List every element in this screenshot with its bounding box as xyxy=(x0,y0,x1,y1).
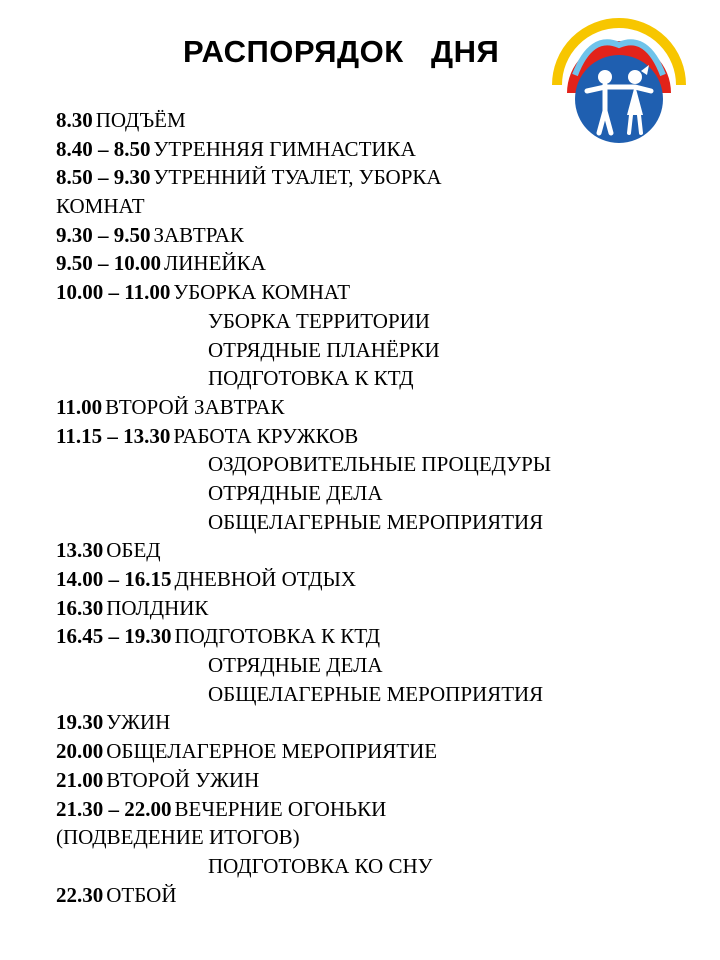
schedule-activity: ПОДГОТОВКА КО СНУ xyxy=(208,853,433,878)
schedule-activity: ВТОРОЙ ЗАВТРАК xyxy=(105,394,285,419)
schedule-row xyxy=(56,479,716,508)
schedule-activity: ЗАВТРАК xyxy=(153,222,244,247)
schedule-row xyxy=(56,708,716,737)
schedule-row xyxy=(56,823,716,852)
schedule-activity: УБОРКА ТЕРРИТОРИИ xyxy=(208,308,430,333)
schedule-time: 8.30 xyxy=(56,108,93,132)
schedule-activity: ОЗДОРОВИТЕЛЬНЫЕ ПРОЦЕДУРЫ xyxy=(208,452,552,477)
schedule-activity: УБОРКА КОМНАТ xyxy=(173,280,351,305)
schedule-activity: ПОЛДНИК xyxy=(106,595,209,620)
schedule-activity: ВЕЧЕРНИЕ ОГОНЬКИ xyxy=(174,796,387,821)
schedule-row xyxy=(56,565,716,594)
schedule-activity: КОМНАТ xyxy=(56,194,145,219)
schedule-time: 21.30 – 22.00 xyxy=(56,796,172,821)
schedule-activity: (ПОДВЕДЕНИЕ ИТОГОВ) xyxy=(56,825,300,850)
schedule-time: 20.00 xyxy=(56,739,104,764)
schedule-activity: ПОДГОТОВКА К КТД xyxy=(208,366,414,391)
schedule-activity: ДНЕВНОЙ ОТДЫХ xyxy=(174,567,357,591)
schedule-activity: ВТОРОЙ УЖИН xyxy=(106,767,260,792)
schedule-row xyxy=(56,795,716,824)
schedule-time: 21.00 xyxy=(56,767,104,792)
schedule-row xyxy=(56,680,716,709)
schedule-time: 11.15 – 13.30 xyxy=(56,423,171,448)
schedule-activity: ОБЩЕЛАГЕРНЫЕ МЕРОПРИЯТИЯ xyxy=(208,509,544,534)
schedule-list xyxy=(56,106,716,909)
schedule-activity: УТРЕННИЙ ТУАЛЕТ, УБОРКА xyxy=(153,165,442,190)
schedule-time: 16.45 – 19.30 xyxy=(56,624,172,649)
schedule-row xyxy=(56,881,716,910)
schedule-time: 10.00 – 11.00 xyxy=(56,280,171,305)
schedule-activity: ОТБОЙ xyxy=(106,882,177,907)
schedule-row xyxy=(56,852,716,881)
page-title: РАСПОРЯДОК ДНЯ xyxy=(183,34,500,69)
schedule-activity: УТРЕННЯЯ ГИМНАСТИКА xyxy=(153,136,416,161)
schedule-row xyxy=(56,450,716,479)
schedule-row xyxy=(56,278,716,307)
schedule-activity: ПОДГОТОВКА К КТД xyxy=(174,624,381,649)
schedule-activity: ПОДЪЁМ xyxy=(95,108,186,132)
schedule-row xyxy=(56,336,716,365)
schedule-time: 8.50 – 9.30 xyxy=(56,165,151,190)
schedule-time: 9.30 – 9.50 xyxy=(56,222,151,247)
schedule-row xyxy=(56,737,716,766)
schedule-row xyxy=(56,307,716,336)
schedule-time: 19.30 xyxy=(56,710,104,735)
schedule-row xyxy=(56,651,716,680)
schedule-row xyxy=(56,106,716,135)
schedule-time: 22.30 xyxy=(56,882,104,907)
schedule-activity: ОТРЯДНЫЕ ПЛАНЁРКИ xyxy=(208,337,440,362)
schedule-row xyxy=(56,766,716,795)
schedule-activity: ЛИНЕЙКА xyxy=(164,251,266,276)
schedule-row xyxy=(56,221,716,250)
schedule-time: 16.30 xyxy=(56,595,104,620)
schedule-activity: ОБЕД xyxy=(106,538,161,563)
schedule-time: 9.50 – 10.00 xyxy=(56,251,161,276)
schedule-row xyxy=(56,422,716,451)
schedule-activity: ОТРЯДНЫЕ ДЕЛА xyxy=(208,480,383,505)
schedule-activity: ОТРЯДНЫЕ ДЕЛА xyxy=(208,653,383,678)
schedule-row xyxy=(56,249,716,278)
schedule-time: 13.30 xyxy=(56,538,104,563)
schedule-time: 11.00 xyxy=(56,394,103,419)
schedule-activity: ОБЩЕЛАГЕРНОЕ МЕРОПРИЯТИЕ xyxy=(106,739,438,764)
schedule-activity: РАБОТА КРУЖКОВ xyxy=(173,423,359,448)
schedule-activity: УЖИН xyxy=(106,710,171,735)
schedule-row xyxy=(56,508,716,537)
schedule-row xyxy=(56,364,716,393)
schedule-activity: ОБЩЕЛАГЕРНЫЕ МЕРОПРИЯТИЯ xyxy=(208,681,544,706)
schedule-row xyxy=(56,622,716,651)
schedule-row xyxy=(56,393,716,422)
schedule-row xyxy=(56,163,716,192)
schedule-row xyxy=(56,536,716,565)
schedule-row xyxy=(56,192,716,221)
schedule-time: 14.00 – 16.15 xyxy=(56,567,172,591)
schedule-time: 8.40 – 8.50 xyxy=(56,136,151,161)
schedule-row xyxy=(56,594,716,623)
schedule-row xyxy=(56,135,716,164)
